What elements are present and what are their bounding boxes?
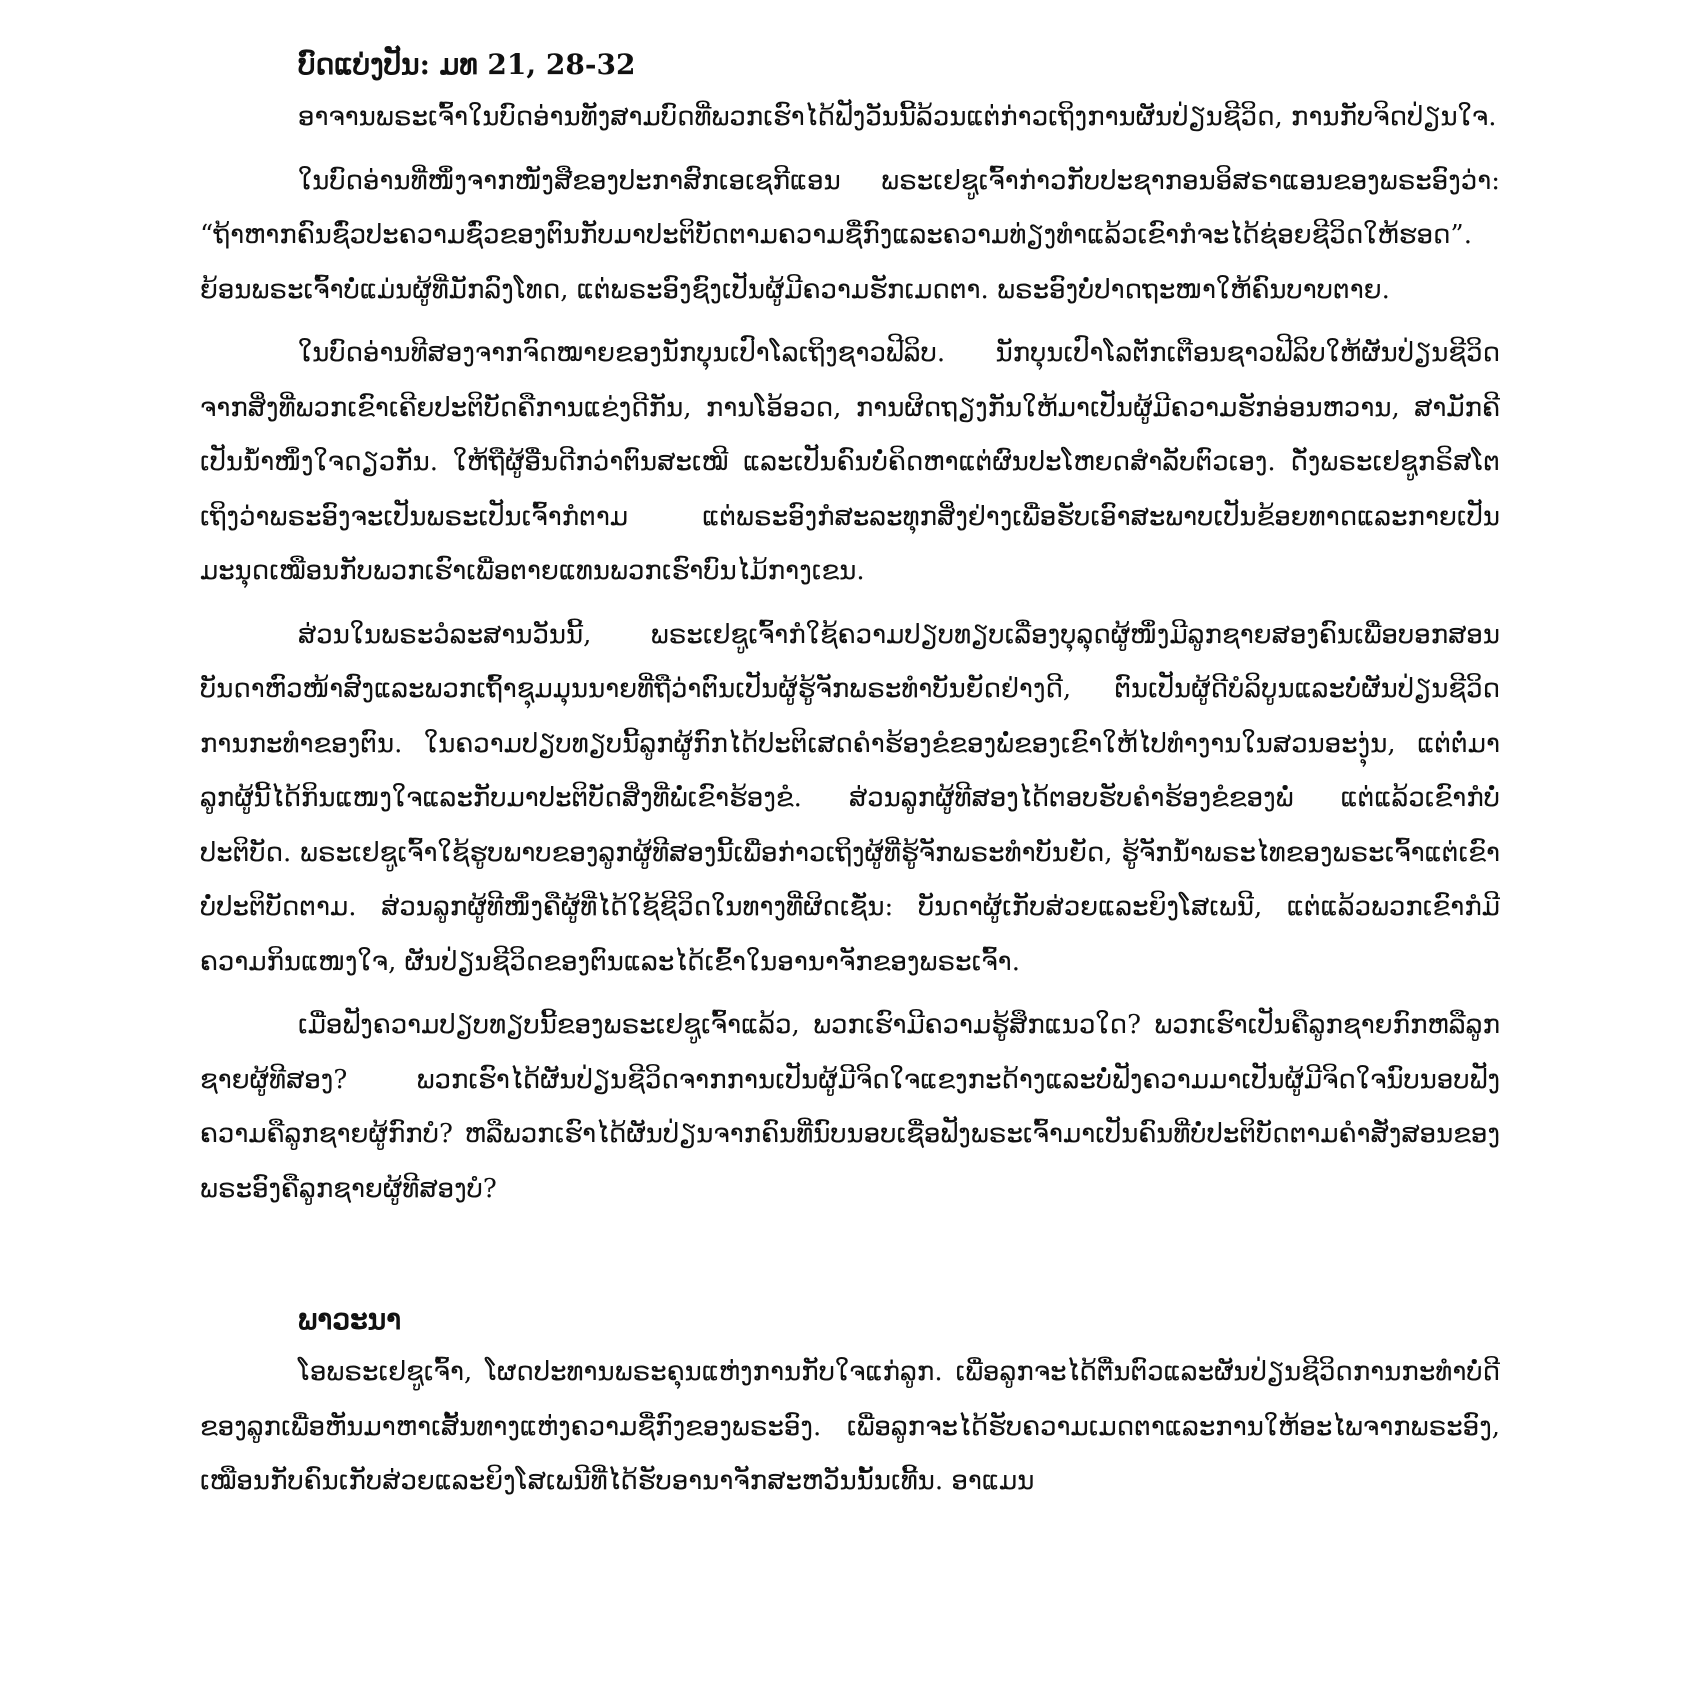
paragraph-second-reading: ໃນບົດອ່ານທີສອງຈາກຈົດໝາຍຂອງນັກບຸນເປົາໂລເຖິງຊາວຟີລິບ. ນັກບຸນເປົາໂລຕັກເຕືອນຊາວຟີລິບໃຫ້ຜັນປ່ຽນຊີວິດຈາກສິ່ງທີ່ພວກເຂົາເຄີຍປະຕິບັດຄືການແຂ່ງດີກັນ, ການໂອ້ອວດ, ການຜິດຖຽງກັນໃຫ້ມາເປັນຜູ້ມີຄວາມຮັກອ່ອນຫວານ, ສາມັກຄີເປັນນ້ຳໜຶ່ງໃຈດຽວກັນ. ໃຫ້ຖືຜູ້ອື່ນດີກວ່າຕົນສະເໝີ ແລະເປັນຄົນບໍ່ຄິດຫາແຕ່ຜົນປະໂຫຍດສຳລັບຕົວເອງ. ດັ່ງພຣະເຢຊູກຣິສໂຕເຖິງວ່າພຣະອົງຈະເປັນພຣະເປັນເຈົ້າກໍຕາມ ແຕ່ພຣະອົງກໍສະລະທຸກສິ່ງຢ່າງເພື່ອຮັບເອົາສະພາບເປັນຂ້ອຍທາດແລະກາຍເປັນມະນຸດເໝືອນກັບພວກເຮົາເພື່ອຕາຍແທນພວກເຮົາບົນໄມ້ກາງເຂນ.: [200, 338, 1500, 586]
paragraph-prayer: ໂອພຣະເຢຊູເຈົ້າ, ໂຜດປະທານພຣະຄຸນແຫ່ງການກັບໃຈແກ່ລູກ. ເພື່ອລູກຈະໄດ້ຕື່ນຕົວແລະຜັນປ່ຽນຊີວິດການກະທຳບໍ່ດີຂອງລູກເພື່ອຫັນມາຫາເສັ້ນທາງແຫ່ງຄວາມຊື່ກົງຂອງພຣະອົງ. ເພື່ອລູກຈະໄດ້ຮັບຄວາມເມດຕາແລະການໃຫ້ອະໄພຈາກພຣະອົງ, ເໝືອນກັບຄົນເກັບສ່ວຍແລະຍິງໂສເພນີທີ່ໄດ້ຮັບອານາຈັກສະຫວັນນັ້ນເທີ້ນ. ອາແມນ: [200, 1357, 1500, 1496]
document-page: [200, 40, 1500, 1518]
paragraph-intro: ອາຈານພຣະເຈົ້າໃນບົດອ່ານທັງສາມບົດທີ່ພວກເຮົາໄດ້ຟັງວັນນີ້ລ້ວນແຕ່ກ່າວເຖິງການຜັນປ່ຽນຊີວິດ, ການກັບຈິດປ່ຽນໃຈ.: [298, 102, 1497, 132]
paragraph-first-reading: ໃນບົດອ່ານທີ່ໜຶ່ງຈາກໜັງສືຂອງປະກາສົກເອເຊກີແອນ ພຣະເຢຊູເຈົ້າກ່າວກັບປະຊາກອນອິສຣາແອນຂອງພຣະອົງວ່າ: “ຖ້າຫາກຄົນຊົ່ວປະຄວາມຊົ່ວຂອງຕົນກັບມາປະຕິບັດຕາມຄວາມຊື່ກົງແລະຄວາມທ່ຽງທຳແລ້ວເຂົາກໍຈະໄດ້ຊ່ອຍຊີວິດໃຫ້ຮອດ”. ຍ້ອນພຣະເຈົ້າບໍ່ແມ່ນຜູ້ທີ່ມັກລົງໂທດ, ແຕ່ພຣະອົງຊົງເປັນຜູ້ມີຄວາມຮັກເມດຕາ. ພຣະອົງບໍ່ປາດຖະໜາໃຫ້ຄົນບາບຕາຍ.: [200, 165, 1500, 305]
paragraph-gospel: ສ່ວນໃນພຣະວໍລະສານວັນນີ້, ພຣະເຢຊູເຈົ້າກໍໃຊ້ຄວາມປຽບທຽບເລື່ອງບຸລຸດຜູ້ໜຶ່ງມີລູກຊາຍສອງຄົນເພື່ອບອກສອນບັນດາຫົວໜ້າສົງແລະພວກເຖົ້າຊຸມມຸນນາຍທີ່ຖືວ່າຕົນເປັນຜູ້ຮູ້ຈັກພຣະທຳບັນຍັດຢ່າງດີ, ຕົນເປັນຜູ້ດີບໍລິບູນແລະບໍ່ຜັນປ່ຽນຊີວິດການກະທຳຂອງຕົນ. ໃນຄວາມປຽບທຽບນີ້ລູກຜູ້ກົກໄດ້ປະຕິເສດຄຳຮ້ອງຂໍຂອງພໍ່ຂອງເຂົາໃຫ້ໄປທຳງານໃນສວນອະງຸ່ນ, ແຕ່ຕໍ່ມາລູກຜູ້ນີ້ໄດ້ກິນແໜງໃຈແລະກັບມາປະຕິບັດສິ່ງທີ່ພໍ່ເຂົາຮ້ອງຂໍ. ສ່ວນລູກຜູ້ທີສອງໄດ້ຕອບຮັບຄຳຮ້ອງຂໍຂອງພໍ່ ແຕ່ແລ້ວເຂົາກໍບໍ່ປະຕິບັດ. ພຣະເຢຊູເຈົ້າໃຊ້ຮູບພາບຂອງລູກຜູ້ທີສອງນີ້ເພື່ອກ່າວເຖິງຜູ້ທີ່ຮູ້ຈັກພຣະທຳບັນຍັດ, ຮູ້ຈັກນ້ຳພຣະໄທຂອງພຣະເຈົ້າແຕ່ເຂົາບໍ່ປະຕິບັດຕາມ. ສ່ວນລູກຜູ້ທີໜຶ່ງຄືຜູ້ທີ່ໄດ້ໃຊ້ຊີວິດໃນທາງທີ່ຜິດເຊັ່ນ: ບັນດາຜູ້ເກັບສ່ວຍແລະຍິງໂສເພນີ, ແຕ່ແລ້ວພວກເຂົາກໍມີຄວາມກິນແໜງໃຈ, ຜັນປ່ຽນຊີວິດຂອງຕົນແລະໄດ້ເຂົ້າໃນອານາຈັກຂອງພຣະເຈົ້າ.: [200, 619, 1500, 977]
section-spacer: [200, 1225, 1500, 1295]
reflection-heading: ບົດແບ່ງປັນ: ມທ 21, 28-32: [298, 48, 636, 81]
paragraph-questions: ເມື່ອຟັງຄວາມປຽບທຽບນີ້ຂອງພຣະເຢຊູເຈົ້າແລ້ວ, ພວກເຮົາມີຄວາມຮູ້ສຶກແນວໃດ? ພວກເຮົາເປັນຄືລູກຊາຍກົກຫລືລູກຊາຍຜູ້ທີສອງ? ພວກເຮົາໄດ້ຜັນປ່ຽນຊີວິດຈາກການເປັນຜູ້ມີຈິດໃຈແຂງກະດ້າງແລະບໍ່ຟັງຄວາມມາເປັນຜູ້ມີຈິດໃຈນົບນອບຟັງຄວາມຄືລູກຊາຍຜູ້ກົກບໍ? ຫລືພວກເຮົາໄດ້ຜັນປ່ຽນຈາກຄົນທີ່ນົບນອບເຊື່ອຟັງພຣະເຈົ້າມາເປັນຄົນທີ່ບໍ່ປະຕິບັດຕາມຄຳສັ່ງສອນຂອງພຣະອົງຄືລູກຊາຍຜູ້ທີສອງບໍ?: [200, 1010, 1500, 1204]
prayer-heading: ພາວະນາ: [298, 1303, 402, 1336]
